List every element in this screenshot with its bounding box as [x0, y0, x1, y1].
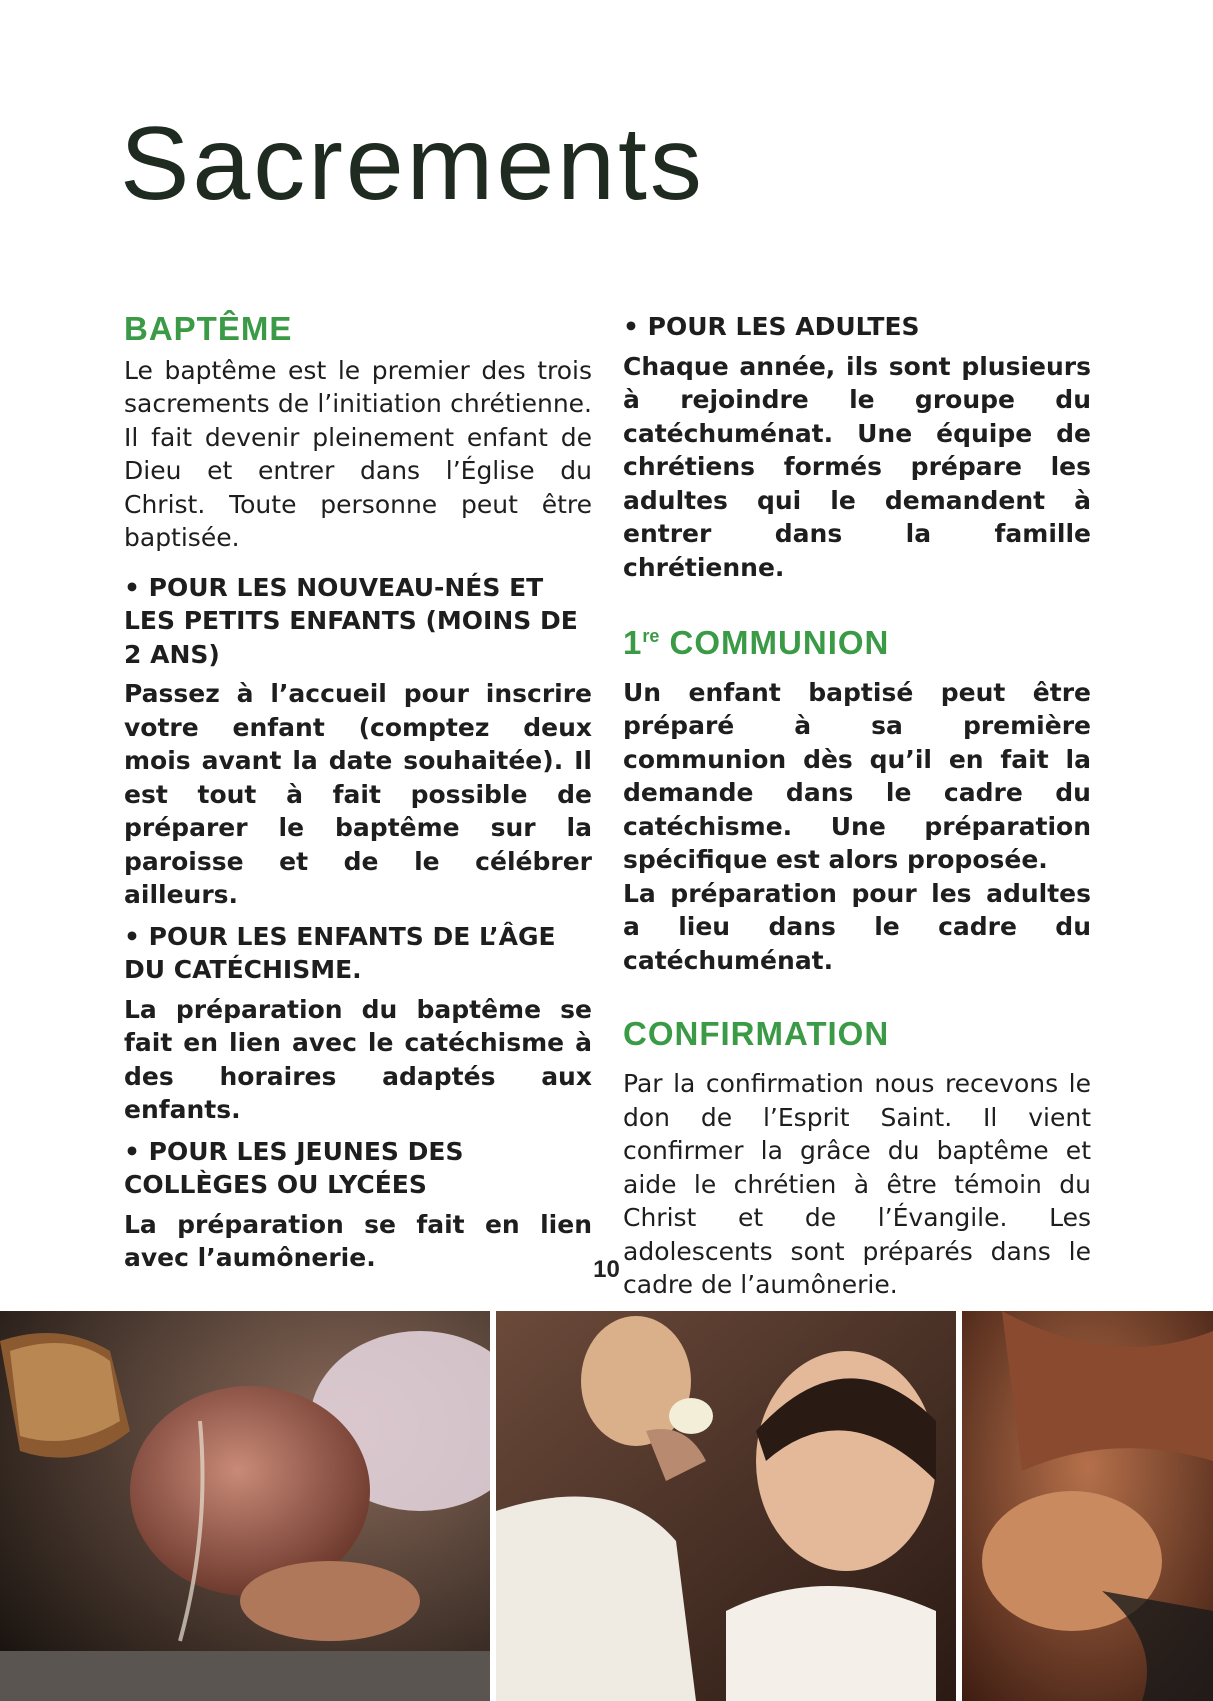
right-column: [623, 310, 1091, 1302]
confirmation-photo: [962, 1311, 1213, 1701]
page-title: Sacrements: [120, 106, 705, 222]
communion-title-number: 1: [623, 624, 643, 661]
confirmation-photo-illustration: [962, 1311, 1213, 1701]
left-column: [124, 310, 592, 1275]
subheading-enfants-catechisme: • POUR LES ENFANTS DE L’ÂGE DU CATÉCHISME.: [124, 921, 556, 985]
page-number: 10: [593, 1256, 620, 1283]
communion-title-word: COMMUNION: [669, 624, 890, 661]
communion-photo: [496, 1311, 956, 1701]
communion-title: [623, 624, 1091, 662]
subheading-nouveau-nes: • POUR LES NOUVEAU-NÉS ET LES PETITS ENFANTS (MOINS DE 2 ANS): [124, 572, 578, 669]
text-nouveau-nes: Passez à l’accueil pour inscrire votre enfant (comptez deux mois avant la date souhaitée). Il est tout à fait possible de préparer le baptême sur la paroisse et de le célébrer ailleurs.: [124, 679, 592, 910]
text-adultes: Chaque année, ils sont plusieurs à rejoindre le groupe du catéchuménat. Une équipe de chrétiens formés prépare les adultes qui le demandent à entrer dans la famille chrétienne.: [623, 351, 1091, 582]
bapteme-intro: Le baptême est le premier des trois sacrements de l’initiation chrétienne. Il fait devenir pleinement enfant de Dieu et entrer dans l’Église du Christ. Toute personne peut être baptisée.: [124, 355, 592, 553]
bapteme-title: BAPTÊME: [124, 310, 293, 347]
communion-text-adultes: La préparation pour les adultes a lieu dans le cadre du catéchuménat.: [623, 878, 1091, 975]
communion-text: Un enfant baptisé peut être préparé à sa première communion dès qu’il en fait la demande dans le cadre du catéchisme. Une préparation spécifique est alors proposée.: [623, 677, 1091, 875]
confirmation-title: CONFIRMATION: [623, 1015, 890, 1053]
subheading-jeunes: • POUR LES JEUNES DES COLLÈGES OU LYCÉES: [124, 1136, 464, 1200]
text-enfants-catechisme: La préparation du baptême se fait en lien avec le catéchisme à des horaires adaptés aux enfants.: [124, 994, 592, 1125]
communion-photo-illustration: [496, 1311, 956, 1701]
baptism-photo: [0, 1311, 490, 1701]
baptism-photo-illustration: [0, 1311, 490, 1701]
subheading-adultes: • POUR LES ADULTES: [623, 312, 920, 341]
confirmation-text: Par la confirmation nous recevons le don de l’Esprit Saint. Il vient confirmer la grâce du baptême et aide le chrétien à être témoin du Christ et de l’Évangile. Les adolescents sont préparés dans le cadre de l’aumônerie.: [623, 1069, 1091, 1300]
communion-title-sup: re: [642, 626, 660, 646]
text-jeunes: La préparation se fait en lien avec l’aumônerie.: [124, 1209, 592, 1273]
